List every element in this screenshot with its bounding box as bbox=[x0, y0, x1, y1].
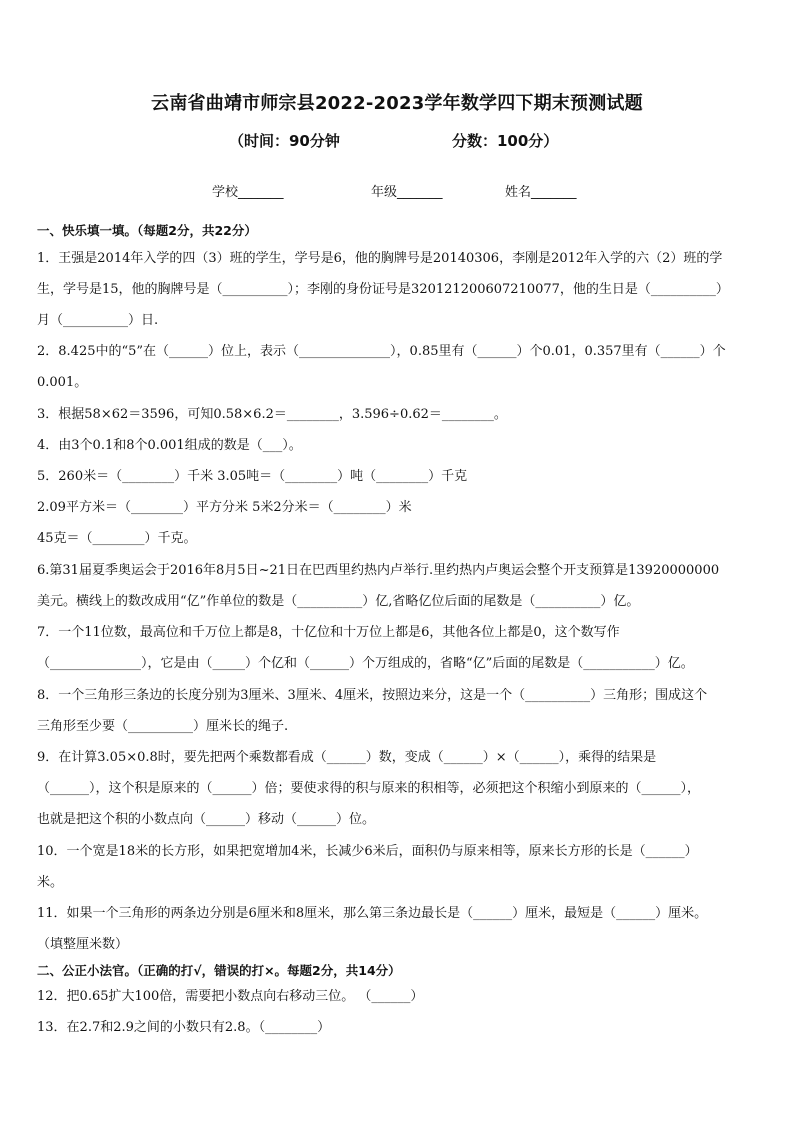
question-line: 12．把0.65扩大100倍，需要把小数点向右移动三位。 （______） bbox=[37, 989, 424, 1004]
question-line: 1．王强是2014年入学的四（3）班的学生，学号是6，他的胸牌号是20140306，李刚是2012年入学的六（2）班的学 bbox=[37, 251, 723, 266]
question-line: 10．一个宽是18米的长方形，如果把宽增加4米，长减少6米后，面积仍与原来相等，原来长方形的长是（______） bbox=[37, 844, 698, 859]
question-line: 2．8.425中的“5”在（______）位上，表示（______________），0.85里有（______）个0.01，0.357里有（______）个 bbox=[37, 344, 726, 359]
question-line: 生，学号是15，他的胸牌号是（__________）；李刚的身份证号是320121200607210077，他的生日是（__________） bbox=[37, 282, 729, 297]
question-line: 8．一个三角形三条边的长度分别为3厘米、3厘米、4厘米，按照边来分，这是一个（__________）三角形；围成这个 bbox=[37, 688, 708, 703]
question-line: 5．260米＝（________）千米 3.05吨＝（________）吨（________）千克 bbox=[37, 469, 468, 484]
question-line: 米。 bbox=[37, 875, 64, 890]
question-line: （______），这个积是原来的（______）倍；要使求得的积与原来的积相等，必须把这个积缩小到原来的（______）， bbox=[37, 781, 701, 796]
question-line: 也就是把这个积的小数点向（______）移动（______）位。 bbox=[37, 812, 376, 827]
question-line: 3．根据58×62＝3596，可知0.58×6.2＝________，3.596÷0.62＝________。 bbox=[37, 407, 507, 422]
section-2-heading: 二、公正小法官。（正确的打√，错误的打×。每题2分，共14分） bbox=[37, 963, 401, 978]
question-line: 0.001。 bbox=[37, 375, 88, 390]
question-line: 6.第31届夏季奥运会于2016年8月5日~21日在巴西里约热内卢举行.里约热内卢奥运会整个开支预算是13920000000 bbox=[37, 563, 720, 578]
exam-time: （时间：90分钟 bbox=[229, 132, 340, 150]
question-line: 4．由3个0.1和8个0.001组成的数是（___）。 bbox=[37, 438, 302, 453]
section-1-heading: 一、快乐填一填。（每题2分，共22分） bbox=[37, 223, 257, 238]
school-field: 学校_______ bbox=[212, 185, 284, 200]
question-line: （______________），它是由（_____）个亿和（______）个万组成的，省略“亿”后面的尾数是（___________）亿。 bbox=[37, 656, 694, 671]
exam-title: 云南省曲靖市师宗县2022-2023学年数学四下期末预测试题 bbox=[151, 93, 643, 114]
name-field: 姓名_______ bbox=[505, 185, 577, 200]
question-line: 月（__________）日. bbox=[37, 313, 159, 328]
question-line: 13．在2.7和2.9之间的小数只有2.8。（________） bbox=[37, 1020, 331, 1035]
question-line: 美元。横线上的数改成用“亿”作单位的数是（__________）亿,省略亿位后面的尾数是（__________）亿。 bbox=[37, 594, 640, 609]
question-line: 三角形至少要（__________）厘米长的绳子. bbox=[37, 719, 289, 734]
question-line: 11．如果一个三角形的两条边分别是6厘米和8厘米，那么第三条边最长是（______）厘米，最短是（______）厘米。 bbox=[37, 906, 708, 921]
question-line: 2.09平方米＝（________）平方分米 5米2分米＝（________）米 bbox=[37, 500, 412, 515]
exam-score: 分数：100分） bbox=[452, 132, 559, 150]
question-line: 9．在计算3.05×0.8时，要先把两个乘数都看成（______）数，变成（______）×（______），乘得的结果是 bbox=[37, 750, 657, 765]
grade-field: 年级_______ bbox=[371, 185, 443, 200]
question-line: （填整厘米数） bbox=[37, 937, 129, 952]
question-line: 45克＝（________）千克。 bbox=[37, 531, 197, 546]
question-line: 7．一个11位数，最高位和千万位上都是8，十亿位和十万位上都是6，其他各位上都是0，这个数写作 bbox=[37, 625, 620, 640]
